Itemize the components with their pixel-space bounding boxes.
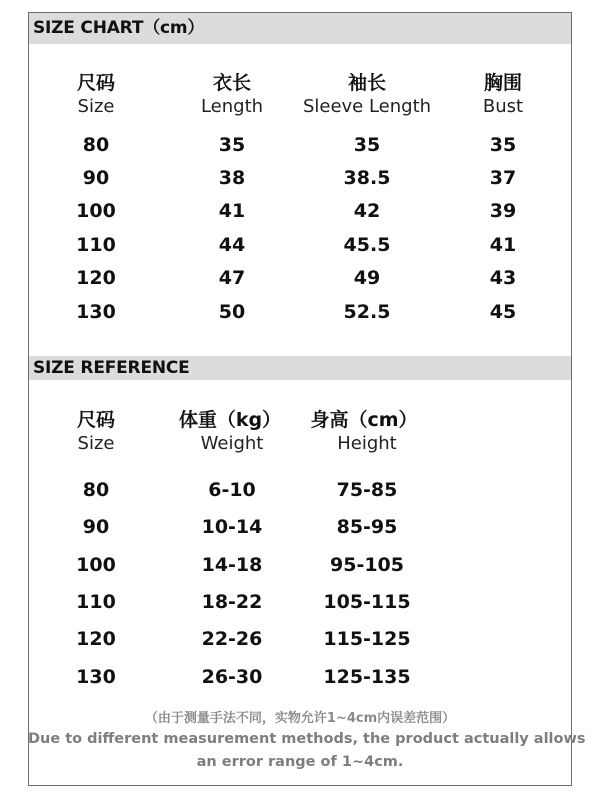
chart-cell: 47 xyxy=(218,267,246,289)
chart-cell: 38.5 xyxy=(343,167,391,189)
ref-header-height-cn: 身高（cm） xyxy=(310,409,418,431)
reference-cell: 18-22 xyxy=(201,591,263,613)
chart-cell: 80 xyxy=(82,134,110,156)
chart-header-bust-cn: 胸围 xyxy=(483,72,523,94)
ref-header-size-en: Size xyxy=(77,433,115,454)
size-reference-header xyxy=(29,356,571,380)
chart-cell: 42 xyxy=(353,200,381,222)
reference-cell: 6-10 xyxy=(208,479,256,501)
ref-header-height-en: Height xyxy=(337,433,397,454)
error-note-cn: （由于测量手法不同，实物允许1~4cm内误差范围） xyxy=(144,711,456,726)
reference-cell: 90 xyxy=(82,516,110,538)
reference-cell: 10-14 xyxy=(201,516,263,538)
chart-header-sleeve-en: Sleeve Length xyxy=(302,96,432,117)
reference-cell: 120 xyxy=(76,628,116,650)
chart-header-length-cn: 衣长 xyxy=(212,72,252,94)
chart-cell: 38 xyxy=(218,167,246,189)
error-note-en-line1: Due to different measurement methods, the product actually allows xyxy=(28,731,586,747)
reference-cell: 105-115 xyxy=(323,591,411,613)
chart-cell: 43 xyxy=(489,267,517,289)
error-note-en-line2: an error range of 1~4cm. xyxy=(196,754,404,770)
size-chart-header xyxy=(29,13,571,44)
ref-header-size-cn: 尺码 xyxy=(76,409,116,431)
reference-cell: 125-135 xyxy=(323,666,411,688)
reference-cell: 22-26 xyxy=(201,628,263,650)
chart-cell: 100 xyxy=(76,200,116,222)
chart-cell: 49 xyxy=(353,267,381,289)
size-reference-title: SIZE REFERENCE xyxy=(33,357,190,378)
chart-header-size-cn: 尺码 xyxy=(76,72,116,94)
reference-cell: 110 xyxy=(76,591,116,613)
chart-cell: 35 xyxy=(489,134,517,156)
chart-cell: 45.5 xyxy=(343,234,391,256)
chart-cell: 130 xyxy=(76,301,116,323)
chart-cell: 41 xyxy=(218,200,246,222)
reference-cell: 100 xyxy=(76,554,116,576)
chart-cell: 120 xyxy=(76,267,116,289)
reference-cell: 26-30 xyxy=(201,666,263,688)
reference-cell: 115-125 xyxy=(323,628,411,650)
chart-header-length-en: Length xyxy=(200,96,264,117)
chart-header-size-en: Size xyxy=(77,96,115,117)
chart-cell: 90 xyxy=(82,167,110,189)
size-chart-title: SIZE CHART（cm） xyxy=(33,18,205,38)
ref-header-weight-en: Weight xyxy=(200,433,264,454)
chart-cell: 50 xyxy=(218,301,246,323)
reference-cell: 14-18 xyxy=(201,554,263,576)
chart-cell: 35 xyxy=(353,134,381,156)
reference-cell: 130 xyxy=(76,666,116,688)
chart-cell: 44 xyxy=(218,234,246,256)
chart-cell: 39 xyxy=(489,200,517,222)
reference-cell: 85-95 xyxy=(336,516,398,538)
chart-cell: 52.5 xyxy=(343,301,391,323)
chart-header-bust-en: Bust xyxy=(482,96,524,117)
reference-cell: 75-85 xyxy=(336,479,398,501)
chart-cell: 41 xyxy=(489,234,517,256)
chart-cell: 110 xyxy=(76,234,116,256)
reference-cell: 80 xyxy=(82,479,110,501)
chart-cell: 37 xyxy=(489,167,517,189)
reference-cell: 95-105 xyxy=(330,554,404,576)
chart-cell: 35 xyxy=(218,134,246,156)
chart-cell: 45 xyxy=(489,301,517,323)
ref-header-weight-cn: 体重（kg） xyxy=(178,409,282,431)
chart-header-sleeve-cn: 袖长 xyxy=(347,72,387,94)
